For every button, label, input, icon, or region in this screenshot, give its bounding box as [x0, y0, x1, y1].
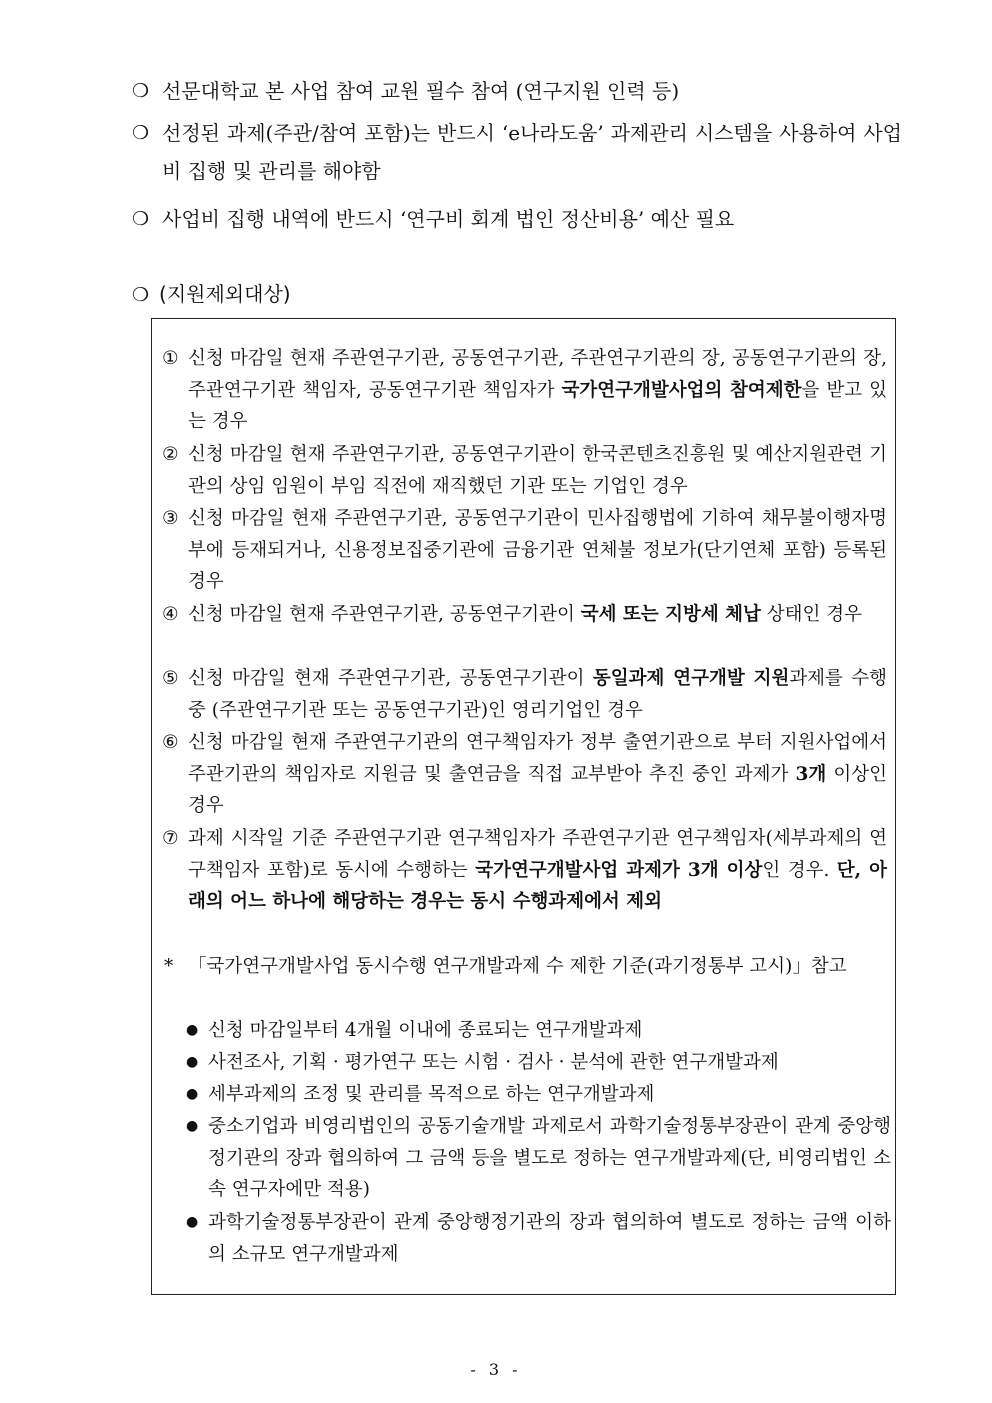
paragraph-text: 사업비 집행 내역에 반드시 ‘연구비 회계 법인 정산비용’ 예산 필요 — [162, 207, 735, 231]
note-item-text: 과학기술정통부장관이 관계 중앙행정기관의 장과 협의하여 별도로 정하는 금액 이하의 소규모 연구개발과제 — [208, 1212, 891, 1265]
item-text: 신청 마감일 현재 주관연구기관, 공동연구기관, 주관연구기관의 장, 공동연구기관의 장, 주관연구기관 책임자, 공동연구기관 책임자가 — [188, 348, 887, 401]
note-item-text: 중소기업과 비영리법인의 공동기술개발 과제로서 과학기술정통부장관이 관계 중앙행정기관의 장과 협의하여 그 금액 등을 별도로 정하는 연구개발과제(단, 비영리법인 소속 연구자에만 적용) — [208, 1116, 891, 1200]
item-text-tail: 상태인 경우 — [760, 604, 863, 625]
section-heading — [132, 278, 291, 307]
exclusion-item-6 — [162, 727, 887, 822]
circle-bullet-icon: ❍ — [132, 80, 150, 102]
item-text: 신청 마감일 현재 주관연구기관의 연구책임자가 정부 출연기관으로 부터 지원사업에서 주관기관의 책임자로 지원금 및 출연금을 직접 교부받아 추진 중인 과제가 — [188, 732, 887, 785]
item-bold-text: 3개 — [795, 763, 827, 785]
bullet-dot-icon: ● — [186, 1086, 199, 1102]
item-text: 신청 마감일 현재 주관연구기관, 공동연구기관이 — [188, 604, 581, 625]
circle-bullet-icon: ❍ — [132, 284, 150, 306]
item-bold-text-2: 단, 아래의 어느 하나에 해당하는 경우는 동시 수행과제에서 제외 — [188, 859, 887, 912]
exclusion-item-2 — [162, 439, 887, 502]
paragraph-text: 선정된 과제(주관/참여 포함)는 반드시 ‘e나라도움’ 과제관리 시스템을 사용하여 사업비 집행 및 관리를 해야함 — [162, 121, 902, 183]
item-number: ① — [162, 348, 179, 369]
item-text-tail: 이상인 경우 — [188, 763, 887, 816]
paragraph-enaradoum — [132, 114, 902, 190]
item-text: 신청 마감일 현재 주관연구기관, 공동연구기관이 민사집행법에 기하여 채무불이행자명부에 등재되거나, 신용정보집중기관에 금융기관 연체불 정보가(단기연체 포함) 등록된 경우 — [188, 508, 887, 592]
note-item-text: 세부과제의 조정 및 관리를 목적으로 하는 연구개발과제 — [208, 1084, 655, 1105]
item-text: 과제 시작일 기준 주관연구기관 연구책임자가 주관연구기관 연구책임자(세부과제의 연구책임자 포함)로 동시에 수행하는 — [188, 828, 887, 881]
page-number: - 3 - — [470, 1360, 522, 1379]
paragraph-budget — [132, 200, 902, 238]
paragraph-text: 선문대학교 본 사업 참여 교원 필수 참여 (연구지원 인력 등) — [162, 79, 680, 103]
note-list-item — [186, 1079, 891, 1111]
item-bold-text: 국세 또는 지방세 체납 — [580, 604, 761, 625]
item-text: 신청 마감일 현재 주관연구기관, 공동연구기관이 — [188, 668, 593, 689]
item-number: ⑥ — [162, 732, 179, 753]
reference-note — [164, 951, 889, 983]
exclusion-box — [151, 318, 896, 1295]
item-text-tail: 과제를 수행 중 (주관연구기관 또는 공동연구기관)인 영리기업인 경우 — [188, 668, 887, 721]
item-number: ⑤ — [162, 668, 179, 689]
item-number: ⑦ — [162, 828, 179, 849]
note-list-item — [186, 1015, 891, 1047]
exclusion-item-1 — [162, 343, 887, 438]
item-number: ③ — [162, 508, 179, 529]
item-text-tail: 인 경우. — [762, 859, 837, 881]
circle-bullet-icon: ❍ — [132, 208, 150, 230]
item-text: 신청 마감일 현재 주관연구기관, 공동연구기관이 한국콘텐츠진흥원 및 예산지원관련 기관의 상임 임원이 부임 직전에 재직했던 기관 또는 기업인 경우 — [188, 444, 887, 497]
note-text: 「국가연구개발사업 동시수행 연구개발과제 수 제한 기준(과기정통부 고시)」참고 — [188, 956, 847, 977]
bullet-dot-icon: ● — [186, 1054, 199, 1070]
item-bold-text: 국가연구개발사업 과제가 3개 이상 — [475, 859, 763, 881]
bullet-dot-icon: ● — [186, 1022, 199, 1038]
circle-bullet-icon: ❍ — [132, 122, 150, 144]
note-item-text: 사전조사, 기획 · 평가연구 또는 시험 · 검사 · 분석에 관한 연구개발과제 — [208, 1052, 779, 1073]
item-text-tail: 을 받고 있는 경우 — [188, 379, 888, 432]
exclusion-item-5 — [162, 663, 887, 726]
asterisk-icon: * — [164, 956, 174, 977]
item-number: ② — [162, 444, 179, 465]
note-item-text: 신청 마감일부터 4개월 이내에 종료되는 연구개발과제 — [208, 1020, 643, 1041]
note-list-item — [186, 1111, 891, 1206]
bullet-dot-icon: ● — [186, 1214, 199, 1230]
exclusion-item-7 — [162, 823, 887, 918]
bullet-dot-icon: ● — [186, 1118, 199, 1134]
item-bold-text: 국가연구개발사업의 참여제한 — [561, 379, 802, 401]
item-bold-text: 동일과제 연구개발 지원 — [592, 668, 790, 689]
section-title: (지원제외대상) — [159, 282, 291, 306]
paragraph-participation — [132, 72, 902, 110]
item-number: ④ — [162, 604, 179, 625]
note-list-item — [186, 1047, 891, 1079]
exclusion-item-4 — [162, 599, 887, 631]
note-list-item — [186, 1207, 891, 1270]
exclusion-item-3 — [162, 503, 887, 598]
